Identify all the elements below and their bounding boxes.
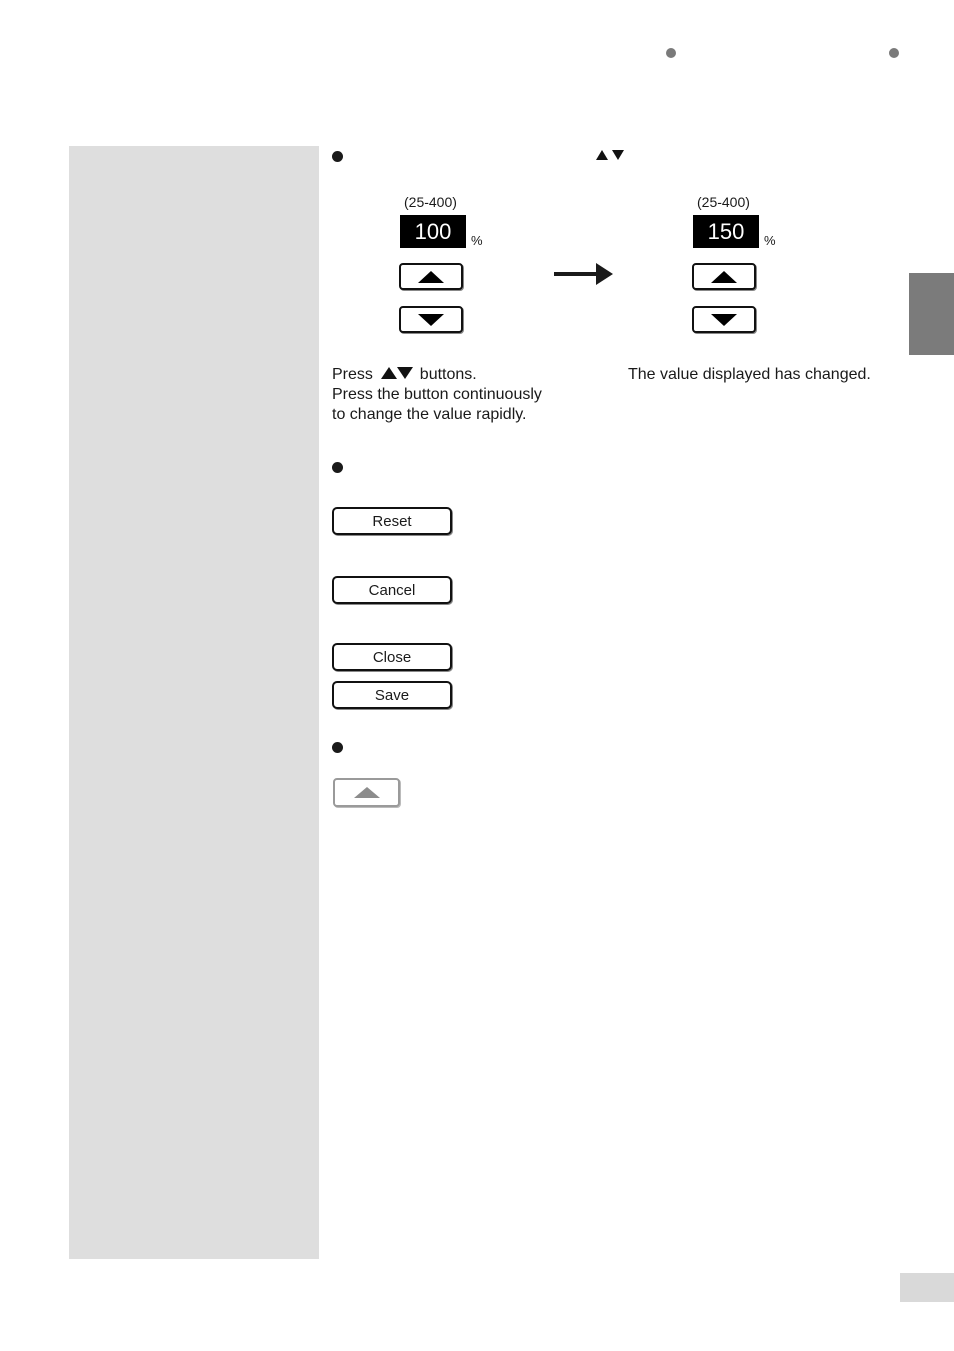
up-down-icons	[381, 365, 413, 385]
save-button[interactable]: Save	[332, 681, 452, 709]
caption-right: The value displayed has changed.	[628, 366, 871, 383]
before-up-button[interactable]	[399, 263, 463, 290]
disabled-up-button[interactable]	[333, 778, 400, 807]
section2-bullet	[332, 462, 343, 473]
chapter-tab	[909, 273, 954, 355]
page-number-box	[900, 1273, 954, 1302]
before-down-button[interactable]	[399, 306, 463, 333]
header-dot-right	[889, 48, 899, 58]
down-arrow-icon	[418, 314, 444, 326]
caption-line3: to change the value rapidly.	[332, 406, 527, 423]
up-triangle-icon	[596, 150, 608, 160]
down-arrow-icon	[711, 314, 737, 326]
down-triangle-icon	[397, 367, 413, 379]
section1-bullet	[332, 151, 343, 162]
after-value-display: 150	[693, 215, 759, 248]
after-unit-label: %	[764, 233, 776, 248]
down-triangle-icon	[612, 150, 624, 160]
after-up-button[interactable]	[692, 263, 756, 290]
section1-heading-icons	[596, 150, 624, 160]
caption-line1: Press buttons.	[332, 366, 477, 383]
up-arrow-icon	[418, 271, 444, 283]
after-down-button[interactable]	[692, 306, 756, 333]
caption-left	[332, 365, 612, 425]
after-range-label: (25-400)	[697, 194, 750, 210]
before-unit-label: %	[471, 233, 483, 248]
caption-line2: Press the button continuously	[332, 386, 542, 403]
up-arrow-icon	[711, 271, 737, 283]
right-arrow-icon	[554, 263, 613, 285]
reset-button[interactable]: Reset	[332, 507, 452, 535]
section3-bullet	[332, 742, 343, 753]
cancel-button[interactable]: Cancel	[332, 576, 452, 604]
before-range-label: (25-400)	[404, 194, 457, 210]
gray-up-button-icon	[354, 787, 380, 798]
header-dot-left	[666, 48, 676, 58]
up-triangle-icon	[381, 367, 397, 379]
sidebar-panel	[69, 146, 319, 1259]
before-value-display: 100	[400, 215, 466, 248]
close-button[interactable]: Close	[332, 643, 452, 671]
